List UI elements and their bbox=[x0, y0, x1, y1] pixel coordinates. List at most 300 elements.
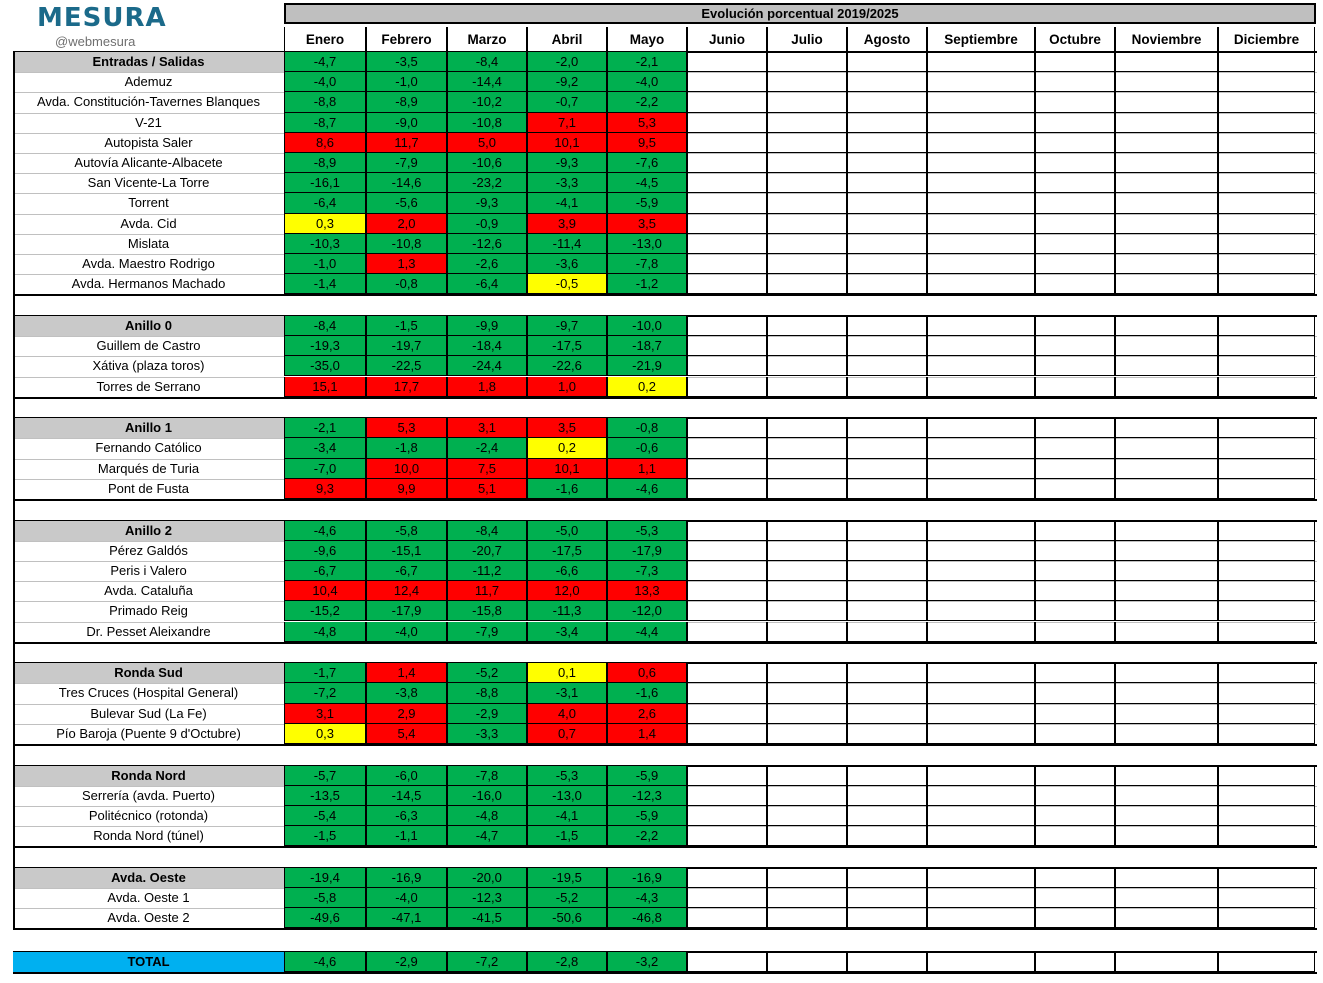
group-label-ronda-sud: Ronda Sud bbox=[13, 663, 284, 683]
value-cell-febrero: -6,7 bbox=[366, 561, 447, 581]
value-cell-septiembre bbox=[927, 868, 1035, 888]
value-cell-febrero: -2,9 bbox=[366, 952, 447, 972]
value-cell-diciembre bbox=[1218, 868, 1315, 888]
value-cell-julio bbox=[767, 888, 847, 908]
row-label-polit-cnico-rotonda-: Politécnico (rotonda) bbox=[88, 807, 209, 823]
value-cell-agosto bbox=[847, 786, 927, 806]
value-cell-octubre bbox=[1035, 908, 1115, 928]
value-cell-julio bbox=[767, 766, 847, 786]
row-divider bbox=[13, 928, 1317, 930]
group-label-entradas-salidas: Entradas / Salidas bbox=[13, 52, 284, 72]
value-cell-septiembre bbox=[927, 193, 1035, 213]
value-cell-febrero: -9,0 bbox=[366, 113, 447, 133]
value-cell-agosto bbox=[847, 766, 927, 786]
value-cell-febrero: -19,7 bbox=[366, 336, 447, 356]
value-cell-octubre bbox=[1035, 826, 1115, 846]
value-cell-junio bbox=[687, 521, 767, 541]
value-cell-octubre bbox=[1035, 622, 1115, 642]
value-cell-mayo: -1,2 bbox=[607, 274, 687, 294]
value-cell-marzo: -18,4 bbox=[447, 336, 527, 356]
value-cell-mayo: -7,8 bbox=[607, 254, 687, 274]
value-cell-abril: 7,1 bbox=[527, 113, 607, 133]
group-label-avda-oeste: Avda. Oeste bbox=[13, 868, 284, 888]
value-cell-febrero: 5,4 bbox=[366, 724, 447, 744]
table-title: Evolución porcentual 2019/2025 bbox=[284, 3, 1316, 24]
value-cell-enero: 0,3 bbox=[284, 214, 366, 234]
value-cell-enero: -49,6 bbox=[284, 908, 366, 928]
value-cell-noviembre bbox=[1115, 438, 1218, 458]
value-cell-mayo: 3,5 bbox=[607, 214, 687, 234]
value-cell-marzo: -5,2 bbox=[447, 663, 527, 683]
value-cell-noviembre bbox=[1115, 561, 1218, 581]
value-cell-diciembre bbox=[1218, 724, 1315, 744]
value-cell-febrero: -17,9 bbox=[366, 601, 447, 621]
value-cell-febrero: -22,5 bbox=[366, 356, 447, 376]
value-cell-mayo: -12,0 bbox=[607, 601, 687, 621]
value-cell-agosto bbox=[847, 521, 927, 541]
value-cell-julio bbox=[767, 52, 847, 72]
value-cell-septiembre bbox=[927, 377, 1035, 397]
value-cell-junio bbox=[687, 254, 767, 274]
column-header-febrero: Febrero bbox=[366, 27, 447, 52]
value-cell-octubre bbox=[1035, 153, 1115, 173]
value-cell-julio bbox=[767, 622, 847, 642]
value-cell-mayo: -0,6 bbox=[607, 438, 687, 458]
value-cell-marzo: 7,5 bbox=[447, 459, 527, 479]
value-cell-agosto bbox=[847, 826, 927, 846]
value-cell-agosto bbox=[847, 356, 927, 376]
value-cell-septiembre bbox=[927, 336, 1035, 356]
value-cell-noviembre bbox=[1115, 704, 1218, 724]
value-cell-julio bbox=[767, 704, 847, 724]
value-cell-diciembre bbox=[1218, 377, 1315, 397]
value-cell-agosto bbox=[847, 952, 927, 972]
value-cell-octubre bbox=[1035, 541, 1115, 561]
value-cell-febrero: -16,9 bbox=[366, 868, 447, 888]
value-cell-septiembre bbox=[927, 704, 1035, 724]
row-label-autopista-saler: Autopista Saler bbox=[104, 134, 193, 150]
value-cell-mayo: -4,6 bbox=[607, 479, 687, 499]
value-cell-septiembre bbox=[927, 561, 1035, 581]
value-cell-julio bbox=[767, 786, 847, 806]
value-cell-julio bbox=[767, 826, 847, 846]
value-cell-enero: -8,4 bbox=[284, 316, 366, 336]
value-cell-junio bbox=[687, 336, 767, 356]
value-cell-abril: 12,0 bbox=[527, 581, 607, 601]
value-cell-mayo: -5,9 bbox=[607, 806, 687, 826]
value-cell-septiembre bbox=[927, 254, 1035, 274]
value-cell-septiembre bbox=[927, 683, 1035, 703]
value-cell-octubre bbox=[1035, 92, 1115, 112]
value-cell-febrero: -6,3 bbox=[366, 806, 447, 826]
value-cell-agosto bbox=[847, 133, 927, 153]
group-label-ronda-nord: Ronda Nord bbox=[13, 766, 284, 786]
value-cell-julio bbox=[767, 274, 847, 294]
row-label-marqu-s-de-turia: Marqués de Turia bbox=[97, 460, 200, 476]
value-cell-marzo: -20,0 bbox=[447, 868, 527, 888]
value-cell-junio bbox=[687, 214, 767, 234]
value-cell-diciembre bbox=[1218, 601, 1315, 621]
value-cell-septiembre bbox=[927, 133, 1035, 153]
value-cell-mayo: -2,1 bbox=[607, 52, 687, 72]
value-cell-diciembre bbox=[1218, 581, 1315, 601]
value-cell-julio bbox=[767, 336, 847, 356]
value-cell-septiembre bbox=[927, 622, 1035, 642]
value-cell-junio bbox=[687, 274, 767, 294]
value-cell-septiembre bbox=[927, 479, 1035, 499]
row-label-p-o-baroja-puente-9-d-octubre-: Pío Baroja (Puente 9 d'Octubre) bbox=[56, 725, 241, 741]
value-cell-julio bbox=[767, 683, 847, 703]
value-cell-mayo: -16,9 bbox=[607, 868, 687, 888]
value-cell-febrero: -0,8 bbox=[366, 274, 447, 294]
value-cell-julio bbox=[767, 193, 847, 213]
value-cell-agosto bbox=[847, 581, 927, 601]
value-cell-octubre bbox=[1035, 952, 1115, 972]
value-cell-diciembre bbox=[1218, 418, 1315, 438]
value-cell-septiembre bbox=[927, 92, 1035, 112]
value-cell-julio bbox=[767, 72, 847, 92]
value-cell-enero: -35,0 bbox=[284, 356, 366, 376]
value-cell-septiembre bbox=[927, 724, 1035, 744]
value-cell-julio bbox=[767, 521, 847, 541]
value-cell-abril: -9,7 bbox=[527, 316, 607, 336]
value-cell-julio bbox=[767, 541, 847, 561]
value-cell-abril: -17,5 bbox=[527, 541, 607, 561]
value-cell-marzo: -12,3 bbox=[447, 888, 527, 908]
value-cell-enero: -4,6 bbox=[284, 521, 366, 541]
value-cell-noviembre bbox=[1115, 234, 1218, 254]
value-cell-diciembre bbox=[1218, 826, 1315, 846]
value-cell-octubre bbox=[1035, 724, 1115, 744]
value-cell-diciembre bbox=[1218, 806, 1315, 826]
value-cell-marzo: -9,9 bbox=[447, 316, 527, 336]
value-cell-septiembre bbox=[927, 438, 1035, 458]
value-cell-junio bbox=[687, 418, 767, 438]
value-cell-febrero: 10,0 bbox=[366, 459, 447, 479]
value-cell-febrero: -14,5 bbox=[366, 786, 447, 806]
value-cell-noviembre bbox=[1115, 459, 1218, 479]
value-cell-noviembre bbox=[1115, 336, 1218, 356]
value-cell-mayo: -4,0 bbox=[607, 72, 687, 92]
value-cell-marzo: -10,8 bbox=[447, 113, 527, 133]
value-cell-mayo: -4,4 bbox=[607, 622, 687, 642]
row-label-tres-cruces-hospital-general-: Tres Cruces (Hospital General) bbox=[58, 685, 239, 701]
row-label-guillem-de-castro: Guillem de Castro bbox=[96, 338, 201, 354]
value-cell-junio bbox=[687, 153, 767, 173]
value-cell-marzo: -2,9 bbox=[447, 704, 527, 724]
value-cell-diciembre bbox=[1218, 541, 1315, 561]
value-cell-diciembre bbox=[1218, 459, 1315, 479]
value-cell-mayo: -17,9 bbox=[607, 541, 687, 561]
value-cell-febrero: 1,3 bbox=[366, 254, 447, 274]
group-label-anillo-2: Anillo 2 bbox=[13, 521, 284, 541]
value-cell-abril: -6,6 bbox=[527, 561, 607, 581]
value-cell-enero: -15,2 bbox=[284, 601, 366, 621]
value-cell-febrero: 9,9 bbox=[366, 479, 447, 499]
value-cell-enero: -6,7 bbox=[284, 561, 366, 581]
value-cell-junio bbox=[687, 193, 767, 213]
value-cell-noviembre bbox=[1115, 601, 1218, 621]
value-cell-enero: -5,7 bbox=[284, 766, 366, 786]
value-cell-mayo: -2,2 bbox=[607, 826, 687, 846]
row-label-avda-cid: Avda. Cid bbox=[120, 215, 177, 231]
value-cell-octubre bbox=[1035, 234, 1115, 254]
column-header-mayo: Mayo bbox=[607, 27, 687, 52]
value-cell-mayo: -12,3 bbox=[607, 786, 687, 806]
row-label-pont-de-fusta: Pont de Fusta bbox=[108, 480, 189, 496]
row-label-ademuz: Ademuz bbox=[124, 74, 173, 90]
value-cell-agosto bbox=[847, 274, 927, 294]
value-cell-abril: -19,5 bbox=[527, 868, 607, 888]
value-cell-febrero: -4,0 bbox=[366, 888, 447, 908]
value-cell-octubre bbox=[1035, 274, 1115, 294]
value-cell-enero: -8,8 bbox=[284, 92, 366, 112]
value-cell-mayo: 1,1 bbox=[607, 459, 687, 479]
value-cell-junio bbox=[687, 952, 767, 972]
value-cell-febrero: -1,1 bbox=[366, 826, 447, 846]
value-cell-octubre bbox=[1035, 336, 1115, 356]
value-cell-febrero: -10,8 bbox=[366, 234, 447, 254]
value-cell-enero: -16,1 bbox=[284, 173, 366, 193]
value-cell-marzo: 5,0 bbox=[447, 133, 527, 153]
value-cell-febrero: -5,8 bbox=[366, 521, 447, 541]
value-cell-enero: -1,0 bbox=[284, 254, 366, 274]
value-cell-octubre bbox=[1035, 704, 1115, 724]
value-cell-abril: 1,0 bbox=[527, 377, 607, 397]
value-cell-mayo: -1,6 bbox=[607, 683, 687, 703]
value-cell-diciembre bbox=[1218, 888, 1315, 908]
value-cell-enero: -4,6 bbox=[284, 952, 366, 972]
value-cell-diciembre bbox=[1218, 52, 1315, 72]
value-cell-mayo: -5,9 bbox=[607, 766, 687, 786]
value-cell-julio bbox=[767, 316, 847, 336]
value-cell-octubre bbox=[1035, 438, 1115, 458]
value-cell-octubre bbox=[1035, 561, 1115, 581]
value-cell-febrero: -7,9 bbox=[366, 153, 447, 173]
value-cell-junio bbox=[687, 541, 767, 561]
value-cell-marzo: -11,2 bbox=[447, 561, 527, 581]
value-cell-septiembre bbox=[927, 173, 1035, 193]
value-cell-mayo: -0,8 bbox=[607, 418, 687, 438]
value-cell-julio bbox=[767, 418, 847, 438]
value-cell-noviembre bbox=[1115, 479, 1218, 499]
value-cell-junio bbox=[687, 766, 767, 786]
value-cell-septiembre bbox=[927, 214, 1035, 234]
column-header-diciembre: Diciembre bbox=[1218, 27, 1315, 52]
value-cell-noviembre bbox=[1115, 173, 1218, 193]
value-cell-abril: -3,3 bbox=[527, 173, 607, 193]
value-cell-abril: 0,7 bbox=[527, 724, 607, 744]
column-header-septiembre: Septiembre bbox=[927, 27, 1035, 52]
value-cell-febrero: 1,4 bbox=[366, 663, 447, 683]
value-cell-mayo: -10,0 bbox=[607, 316, 687, 336]
value-cell-noviembre bbox=[1115, 133, 1218, 153]
value-cell-noviembre bbox=[1115, 952, 1218, 972]
value-cell-agosto bbox=[847, 336, 927, 356]
value-cell-mayo: 2,6 bbox=[607, 704, 687, 724]
value-cell-noviembre bbox=[1115, 786, 1218, 806]
value-cell-febrero: 2,9 bbox=[366, 704, 447, 724]
value-cell-enero: -6,4 bbox=[284, 193, 366, 213]
value-cell-octubre bbox=[1035, 72, 1115, 92]
row-label-san-vicente-la-torre: San Vicente-La Torre bbox=[87, 175, 210, 191]
value-cell-marzo: -20,7 bbox=[447, 541, 527, 561]
value-cell-febrero: -3,5 bbox=[366, 52, 447, 72]
row-label-serrer-a-avda-puerto-: Serrería (avda. Puerto) bbox=[82, 787, 215, 803]
value-cell-abril: -1,5 bbox=[527, 826, 607, 846]
value-cell-agosto bbox=[847, 663, 927, 683]
value-cell-diciembre bbox=[1218, 952, 1315, 972]
value-cell-febrero: -6,0 bbox=[366, 766, 447, 786]
logo-brand: MESURA bbox=[37, 3, 167, 33]
value-cell-julio bbox=[767, 561, 847, 581]
value-cell-marzo: -14,4 bbox=[447, 72, 527, 92]
value-cell-octubre bbox=[1035, 888, 1115, 908]
value-cell-octubre bbox=[1035, 377, 1115, 397]
row-divider bbox=[13, 744, 1317, 746]
value-cell-agosto bbox=[847, 254, 927, 274]
value-cell-noviembre bbox=[1115, 52, 1218, 72]
value-cell-diciembre bbox=[1218, 336, 1315, 356]
value-cell-noviembre bbox=[1115, 581, 1218, 601]
value-cell-enero: -4,8 bbox=[284, 622, 366, 642]
value-cell-febrero: -3,8 bbox=[366, 683, 447, 703]
value-cell-octubre bbox=[1035, 868, 1115, 888]
value-cell-enero: -19,3 bbox=[284, 336, 366, 356]
value-cell-diciembre bbox=[1218, 663, 1315, 683]
value-cell-diciembre bbox=[1218, 173, 1315, 193]
value-cell-febrero: -5,6 bbox=[366, 193, 447, 213]
value-cell-abril: 10,1 bbox=[527, 133, 607, 153]
value-cell-junio bbox=[687, 234, 767, 254]
row-label-primado-reig: Primado Reig bbox=[109, 603, 188, 619]
value-cell-septiembre bbox=[927, 459, 1035, 479]
value-cell-mayo: -7,3 bbox=[607, 561, 687, 581]
value-cell-julio bbox=[767, 113, 847, 133]
value-cell-octubre bbox=[1035, 601, 1115, 621]
value-cell-mayo: -3,2 bbox=[607, 952, 687, 972]
value-cell-octubre bbox=[1035, 581, 1115, 601]
value-cell-agosto bbox=[847, 377, 927, 397]
value-cell-septiembre bbox=[927, 888, 1035, 908]
value-cell-octubre bbox=[1035, 663, 1115, 683]
value-cell-abril: -3,4 bbox=[527, 622, 607, 642]
value-cell-noviembre bbox=[1115, 663, 1218, 683]
value-cell-diciembre bbox=[1218, 113, 1315, 133]
value-cell-agosto bbox=[847, 868, 927, 888]
value-cell-diciembre bbox=[1218, 254, 1315, 274]
value-cell-abril: 3,9 bbox=[527, 214, 607, 234]
value-cell-agosto bbox=[847, 704, 927, 724]
value-cell-mayo: -5,9 bbox=[607, 193, 687, 213]
value-cell-julio bbox=[767, 806, 847, 826]
value-cell-noviembre bbox=[1115, 418, 1218, 438]
column-header-abril: Abril bbox=[527, 27, 607, 52]
value-cell-diciembre bbox=[1218, 234, 1315, 254]
value-cell-abril: -17,5 bbox=[527, 336, 607, 356]
column-header-junio: Junio bbox=[687, 27, 767, 52]
value-cell-noviembre bbox=[1115, 316, 1218, 336]
row-label-peris-i-valero: Peris i Valero bbox=[110, 562, 187, 578]
value-cell-agosto bbox=[847, 72, 927, 92]
column-header-julio: Julio bbox=[767, 27, 847, 52]
value-cell-enero: 15,1 bbox=[284, 377, 366, 397]
value-cell-septiembre bbox=[927, 786, 1035, 806]
row-label-dr-pesset-aleixandre: Dr. Pesset Aleixandre bbox=[86, 623, 211, 639]
value-cell-julio bbox=[767, 377, 847, 397]
value-cell-octubre bbox=[1035, 766, 1115, 786]
column-header-noviembre: Noviembre bbox=[1115, 27, 1218, 52]
value-cell-marzo: -8,4 bbox=[447, 521, 527, 541]
value-cell-mayo: -5,3 bbox=[607, 521, 687, 541]
value-cell-marzo: -4,7 bbox=[447, 826, 527, 846]
value-cell-diciembre bbox=[1218, 133, 1315, 153]
value-cell-abril: -3,6 bbox=[527, 254, 607, 274]
value-cell-marzo: -7,9 bbox=[447, 622, 527, 642]
value-cell-junio bbox=[687, 52, 767, 72]
value-cell-diciembre bbox=[1218, 683, 1315, 703]
value-cell-febrero: -1,8 bbox=[366, 438, 447, 458]
row-label-bulevar-sud-la-fe-: Bulevar Sud (La Fe) bbox=[90, 705, 207, 721]
value-cell-septiembre bbox=[927, 153, 1035, 173]
value-cell-septiembre bbox=[927, 113, 1035, 133]
value-cell-agosto bbox=[847, 173, 927, 193]
row-label-avda-constituci-n-tavernes-blanques: Avda. Constitución-Tavernes Blanques bbox=[36, 94, 261, 110]
value-cell-enero: -7,2 bbox=[284, 683, 366, 703]
row-label-p-rez-gald-s: Pérez Galdós bbox=[109, 542, 188, 558]
value-cell-julio bbox=[767, 153, 847, 173]
value-cell-noviembre bbox=[1115, 541, 1218, 561]
value-cell-abril: -0,7 bbox=[527, 92, 607, 112]
row-label-avda-oeste-1: Avda. Oeste 1 bbox=[107, 890, 190, 905]
value-cell-agosto bbox=[847, 438, 927, 458]
value-cell-octubre bbox=[1035, 806, 1115, 826]
value-cell-mayo: 5,3 bbox=[607, 113, 687, 133]
value-cell-agosto bbox=[847, 601, 927, 621]
value-cell-noviembre bbox=[1115, 806, 1218, 826]
value-cell-agosto bbox=[847, 459, 927, 479]
value-cell-marzo: -7,2 bbox=[447, 952, 527, 972]
value-cell-octubre bbox=[1035, 356, 1115, 376]
logo-handle: @webmesura bbox=[55, 34, 136, 49]
value-cell-marzo: -12,6 bbox=[447, 234, 527, 254]
row-label-mislata: Mislata bbox=[127, 235, 170, 251]
value-cell-abril: -1,6 bbox=[527, 479, 607, 499]
value-cell-junio bbox=[687, 316, 767, 336]
value-cell-agosto bbox=[847, 908, 927, 928]
value-cell-septiembre bbox=[927, 952, 1035, 972]
value-cell-abril: -11,4 bbox=[527, 234, 607, 254]
value-cell-mayo: -2,2 bbox=[607, 92, 687, 112]
value-cell-septiembre bbox=[927, 806, 1035, 826]
value-cell-febrero: -14,6 bbox=[366, 173, 447, 193]
value-cell-noviembre bbox=[1115, 153, 1218, 173]
value-cell-diciembre bbox=[1218, 316, 1315, 336]
value-cell-enero: 10,4 bbox=[284, 581, 366, 601]
value-cell-junio bbox=[687, 72, 767, 92]
value-cell-octubre bbox=[1035, 113, 1115, 133]
value-cell-enero: -5,4 bbox=[284, 806, 366, 826]
value-cell-abril: -2,8 bbox=[527, 952, 607, 972]
value-cell-enero: -19,4 bbox=[284, 868, 366, 888]
value-cell-junio bbox=[687, 868, 767, 888]
value-cell-noviembre bbox=[1115, 868, 1218, 888]
column-header-agosto: Agosto bbox=[847, 27, 927, 52]
value-cell-julio bbox=[767, 133, 847, 153]
value-cell-julio bbox=[767, 234, 847, 254]
value-cell-octubre bbox=[1035, 479, 1115, 499]
value-cell-junio bbox=[687, 459, 767, 479]
